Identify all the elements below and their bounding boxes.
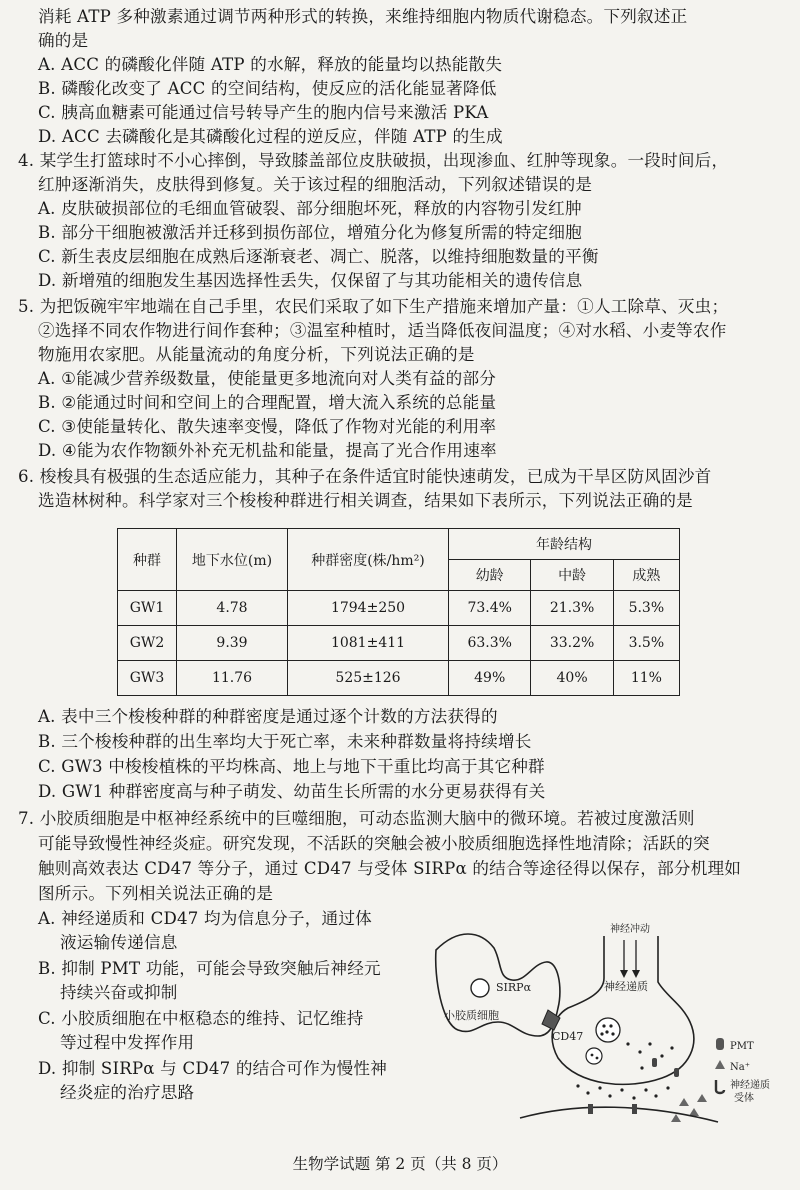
impulse-arrowhead (620, 970, 628, 978)
q7-option-c-cont: 等过程中发挥作用 (60, 1033, 195, 1052)
table-row (118, 591, 680, 626)
q7-stem-line: 可能导致慢性神经炎症。研究发现，不活跃的突触会被小胶质细胞选择性地清除；活跃的突 (38, 834, 710, 853)
sirpa-label: SIRPα (496, 981, 531, 994)
cell-water-level: 11.76 (177, 661, 288, 696)
table-header: 种群密度(株/hm²) (288, 529, 449, 591)
cell-density: 525±126 (288, 661, 449, 696)
q6-option-a: A. 表中三个梭梭种群的种群密度是通过逐个计数的方法获得的 (38, 707, 498, 726)
table-subheader: 成熟 (613, 560, 679, 591)
microglia-label: 小胶质细胞 (444, 1009, 499, 1022)
impulse-label: 神经冲动 (610, 924, 650, 935)
pmt-marker (674, 1068, 679, 1077)
legend-receptor-icon (716, 1080, 724, 1093)
q6-option-c: C. GW3 中梭梭植株的平均株高、地上与地下干重比均高于其它种群 (38, 757, 545, 776)
cell-mature: 11% (613, 661, 679, 696)
q7-option-d-cont: 经炎症的治疗思路 (60, 1083, 195, 1102)
transmitter-label: 神经递质 (604, 980, 648, 993)
table-row (118, 661, 680, 696)
q5-stem-line: 物施用农家肥。从能量流动的角度分析，下列说法正确的是 (38, 345, 475, 364)
table-subheader: 中龄 (531, 560, 613, 591)
q7-stem-line: 图所示。下列相关说法正确的是 (38, 884, 274, 903)
presynaptic-terminal (552, 936, 694, 1084)
cell-mature: 3.5% (613, 626, 679, 661)
receptor-marker (632, 1104, 637, 1114)
table-subheader: 幼龄 (449, 560, 531, 591)
q3-stem-line: 消耗 ATP 多种激素通过调节两种形式的转换，来维持细胞内物质代谢稳态。下列叙述正 (38, 7, 688, 26)
q7-option-a: A. 神经递质和 CD47 均为信息分子，通过体 (38, 909, 372, 928)
cell-young: 73.4% (449, 591, 531, 626)
q7-option-b: B. 抑制 PMT 功能，可能会导致突触后神经元 (38, 959, 381, 978)
legend-na-label: Na⁺ (730, 1062, 750, 1073)
q5-option-b: B. ②能通过时间和空间上的合理配置，增大流入系统的总能量 (38, 393, 497, 412)
q4-option-d: D. 新增殖的细胞发生基因选择性丢失，仅保留了与其功能相关的遗传信息 (38, 271, 583, 290)
q7-option-b-cont: 持续兴奋或抑制 (60, 983, 178, 1002)
q5-stem-line: 5. 为把饭碗牢牢地端在自己手里，农民们采取了如下生产措施来增加产量：①人工除草、灭虫； (18, 297, 729, 316)
q6-option-b: B. 三个梭梭种群的出生率均大于死亡率，未来种群数量将持续增长 (38, 732, 532, 751)
cell-young: 49% (449, 661, 531, 696)
q3-option-d: D. ACC 去磷酸化是其磷酸化过程的逆反应，伴随 ATP 的生成 (38, 127, 503, 146)
q3-option-b: B. 磷酸化改变了 ACC 的空间结构，使反应的活化能显著降低 (38, 79, 497, 98)
q4-stem-line: 红肿逐渐消失，皮肤得到修复。关于该过程的细胞活动，下列叙述错误的是 (38, 175, 593, 194)
table-header: 地下水位(m) (177, 529, 288, 591)
q5-option-d: D. ④能为农作物额外补充无机盐和能量，提高了光合作用速率 (38, 441, 497, 460)
postsynaptic-membrane (520, 1107, 718, 1122)
q5-option-a: A. ①能减少营养级数量，使能量更多地流向对人类有益的部分 (38, 369, 497, 388)
q4-stem-line: 4. 某学生打篮球时不小心摔倒，导致膝盖部位皮肤破损，出现渗血、红肿等现象。一段时间后， (18, 151, 729, 170)
cell-middle: 40% (531, 661, 613, 696)
q4-option-a: A. 皮肤破损部位的毛细血管破裂、部分细胞坏死，释放的内容物引发红肿 (38, 199, 582, 218)
legend-receptor-label: 受体 (734, 1093, 754, 1104)
population-table (117, 528, 680, 696)
cell-mature: 5.3% (613, 591, 679, 626)
q3-stem-line: 确的是 (38, 31, 89, 50)
sirpa-receptor (471, 979, 489, 997)
legend-receptor-label: 神经递质 (730, 1080, 770, 1091)
table-header: 年龄结构 (449, 529, 680, 560)
q5-option-c: C. ③使能量转化、散失速率变慢，降低了作物对光能的利用率 (38, 417, 497, 436)
cell-density: 1794±250 (288, 591, 449, 626)
q6-stem-line: 选造林树种。科学家对三个梭梭种群进行相关调查，结果如下表所示，下列说法正确的是 (38, 491, 693, 510)
synapse-mechanism-diagram (428, 918, 788, 1148)
cell-density: 1081±411 (288, 626, 449, 661)
cell-water-level: 4.78 (177, 591, 288, 626)
q3-option-c: C. 胰高血糖素可能通过信号转导产生的胞内信号来激活 PKA (38, 103, 489, 122)
synaptic-vesicle (596, 1018, 620, 1042)
q4-option-c: C. 新生表皮层细胞在成熟后逐渐衰老、凋亡、脱落，以维持细胞数量的平衡 (38, 247, 599, 266)
synaptic-vesicle (586, 1048, 602, 1064)
q6-option-d: D. GW1 种群密度高与种子萌发、幼苗生长所需的水分更易获得有关 (38, 782, 546, 801)
legend-pmt-icon (716, 1038, 724, 1050)
q7-stem-line: 触则高效表达 CD47 等分子，通过 CD47 与受体 SIRPα 的结合等途径得以保存，部分机理如 (38, 859, 742, 878)
q3-option-a: A. ACC 的磷酸化伴随 ATP 的水解，释放的能量均以热能散失 (38, 55, 503, 74)
legend-pmt-label: PMT (730, 1041, 754, 1052)
q7-option-a-cont: 液运输传递信息 (60, 933, 178, 952)
q7-option-c: C. 小胶质细胞在中枢稳态的维持、记忆维持 (38, 1009, 364, 1028)
cd47-label: CD47 (552, 1030, 584, 1043)
q4-option-b: B. 部分干细胞被激活并迁移到损伤部位，增殖分化为修复所需的特定细胞 (38, 223, 582, 242)
impulse-arrowhead (632, 970, 640, 978)
q6-stem-line: 6. 梭梭具有极强的生态适应能力，其种子在条件适宜时能快速萌发，已成为干旱区防风固沙首 (18, 467, 712, 486)
q5-stem-line: ②选择不同农作物进行间作套种；③温室种植时，适当降低夜间温度；④对水稻、小麦等农作 (38, 321, 727, 340)
q7-stem-line: 7. 小胶质细胞是中枢神经系统中的巨噬细胞，可动态监测大脑中的微环境。若被过度激活则 (18, 809, 695, 828)
receptor-marker (588, 1104, 593, 1114)
pmt-marker (652, 1058, 657, 1067)
cell-population: GW2 (118, 626, 177, 661)
q7-option-d: D. 抑制 SIRPα 与 CD47 的结合可作为慢性神 (38, 1059, 387, 1078)
cell-young: 63.3% (449, 626, 531, 661)
table-row (118, 626, 680, 661)
table-header: 种群 (118, 529, 177, 591)
cell-population: GW1 (118, 591, 177, 626)
legend-na-icon (715, 1060, 725, 1069)
cell-water-level: 9.39 (177, 626, 288, 661)
cell-population: GW3 (118, 661, 177, 696)
cell-middle: 33.2% (531, 626, 613, 661)
page-footer: 生物学试题 第 2 页（共 8 页） (292, 1155, 508, 1173)
cell-middle: 21.3% (531, 591, 613, 626)
